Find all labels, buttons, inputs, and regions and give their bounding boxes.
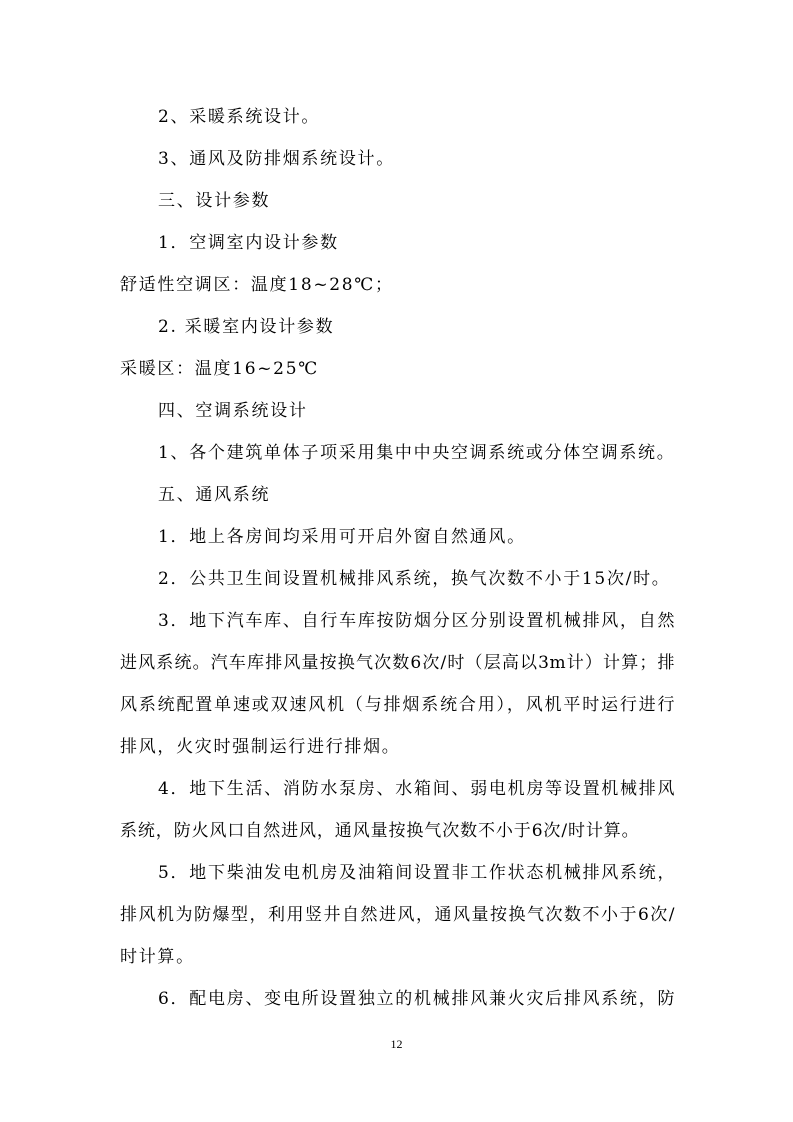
subheading-ac-indoor-parameters: 1．空调室内设计参数 (158, 233, 339, 253)
page-number: 12 (390, 1037, 403, 1051)
paragraph-generator-room-line-1: 5．地下柴油发电机房及油箱间设置非工作状态机械排风系统， (158, 863, 675, 883)
paragraph-garage-exhaust-line-3: 风系统配置单速或双速风机（与排烟系统合用），风机平时运行进行 (120, 695, 675, 715)
paragraph-heating-zone-temperature: 采暖区：温度16~25℃ (120, 359, 319, 379)
paragraph-garage-exhaust-line-4: 排风，火灾时强制运行进行排烟。 (120, 737, 401, 757)
section-heading-design-parameters: 三、设计参数 (158, 191, 271, 211)
section-heading-ac-system-design: 四、空调系统设计 (158, 401, 308, 421)
paragraph-garage-exhaust-line-2: 进风系统。汽车库排风量按换气次数6次/时（层高以3m计）计算；排 (120, 653, 675, 673)
subheading-heating-indoor-parameters: 2. 采暖室内设计参数 (158, 317, 335, 337)
paragraph-garage-exhaust-line-1: 3．地下汽车库、自行车库按防烟分区分别设置机械排风，自然 (158, 611, 675, 631)
paragraph-generator-room-line-3: 时计算。 (120, 947, 195, 967)
list-item-natural-ventilation: 1．地上各房间均采用可开启外窗自然通风。 (158, 527, 526, 547)
list-item-ventilation-design: 3、通风及防排烟系统设计。 (158, 149, 395, 169)
section-heading-ventilation-system: 五、通风系统 (158, 485, 271, 505)
list-item-heating-design: 2、采暖系统设计。 (158, 107, 321, 127)
list-item-restroom-exhaust: 2．公共卫生间设置机械排风系统，换气次数不小于15次/时。 (158, 569, 671, 589)
list-item-central-ac: 1、各个建筑单体子项采用集中中央空调系统或分体空调系统。 (158, 443, 676, 463)
paragraph-pump-room-line-1: 4．地下生活、消防水泵房、水箱间、弱电机房等设置机械排风 (158, 779, 675, 799)
paragraph-substation-line-1: 6．配电房、变电所设置独立的机械排风兼火灾后排风系统，防 (158, 989, 675, 1009)
paragraph-generator-room-line-2: 排风机为防爆型，利用竖井自然进风，通风量按换气次数不小于6次/ (120, 905, 675, 925)
paragraph-ac-zone-temperature: 舒适性空调区：温度18~28℃； (120, 275, 394, 295)
paragraph-pump-room-line-2: 系统，防火风口自然进风，通风量按换气次数不小于6次/时计算。 (120, 821, 640, 841)
